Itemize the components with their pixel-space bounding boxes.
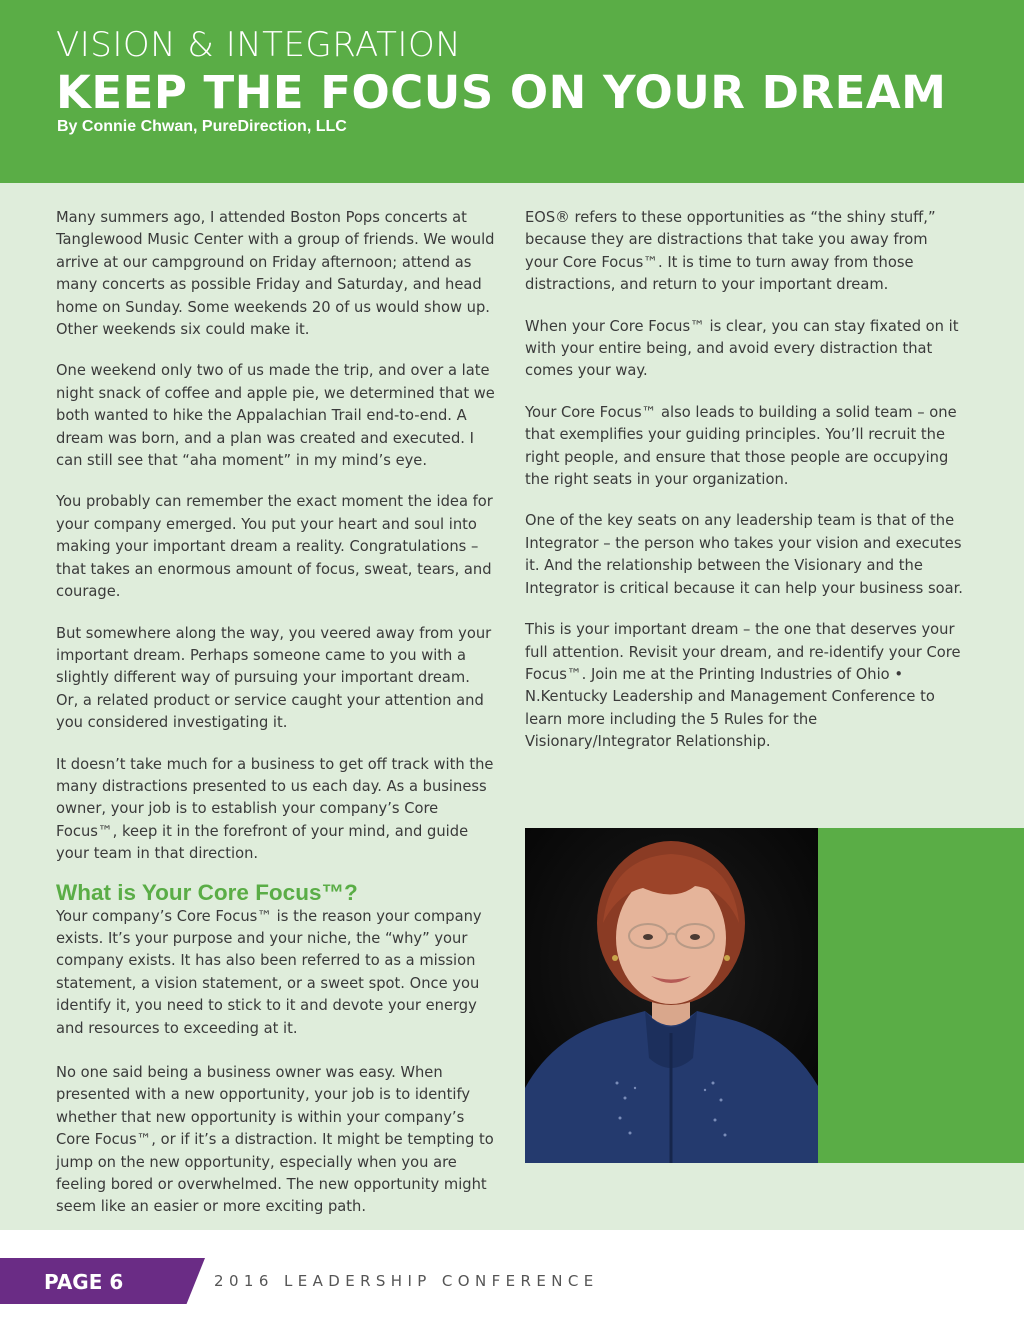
body-paragraph: This is your important dream – the one that deserves your full attention. Revisit your dream, and re-identify your Core Focus™. Join me at the Printing Industries of Ohio • N.Kentucky Leadership and Management Conference to learn more including the 5 Rules for the Visionary/Integrator Relationship. xyxy=(525,621,961,751)
body-paragraph: One weekend only two of us made the trip, and over a late night snack of coffee and apple pie, we determined that we both wanted to hike the Appalachian Trail end-to-end. A dream was born, and a plan was created and executed. I can still see that “aha moment” in my mind’s eye. xyxy=(56,362,495,470)
body-paragraph: Your company’s Core Focus™ is the reason your company exists. It’s your purpose and your niche, the “why” your company exists. It has also been referred to as a mission statement, a vision statement, or a sweet spot. Once you identify it, you need to stick to it and devote your energy and resources to exceeding at it. xyxy=(56,907,482,1037)
body-paragraph: When your Core Focus™ is clear, you can stay fixated on it with your entire being, and avoid every distraction that comes your way. xyxy=(525,317,959,380)
section-kicker: VISION & INTEGRATION xyxy=(56,25,462,65)
right-column xyxy=(525,207,965,773)
footer-title: 2016 LEADERSHIP CONFERENCE xyxy=(214,1272,599,1290)
body-paragraph: No one said being a business owner was easy. When presented with a new opportunity, your job is to identify whether that new opportunity is within your company’s Core Focus™, or if it’s a distraction. It might be tempting to jump on the new opportunity, especially when you are feeling bored or overwhelmed. The new opportunity might seem like an easier or more exciting path. xyxy=(56,1064,494,1216)
body-paragraph: Many summers ago, I attended Boston Pops concerts at Tanglewood Music Center with a group of friends. We would arrive at our campground on Friday afternoon; attend as many concerts as possible Friday and Saturday, and head home on Sunday. Some weekends 20 of us would show up. Other weekends six could make it. xyxy=(56,209,495,339)
section-subheading: What is Your Core Focus™? xyxy=(56,879,358,905)
body-paragraph: Your Core Focus™ also leads to building a solid team – one that exemplifies your guiding principles. You’ll recruit the right people, and ensure that those people are occupying the right seats in your organization. xyxy=(525,403,957,489)
body-paragraph: It doesn’t take much for a business to get off track with the many distractions presented to us each day. As a business owner, your job is to establish your company’s Core Focus™, keep it in the forefront of your mind, and guide your team in that direction. xyxy=(56,755,494,863)
article-body xyxy=(0,183,1024,1230)
page-number: PAGE 6 xyxy=(44,1270,124,1294)
accent-block xyxy=(818,828,1024,1163)
article-byline: By Connie Chwan, PureDirection, LLC xyxy=(57,118,347,135)
author-portrait xyxy=(525,828,818,1163)
article-header xyxy=(0,0,1024,183)
article-headline: KEEP THE FOCUS ON YOUR DREAM xyxy=(56,66,947,119)
body-paragraph: But somewhere along the way, you veered away from your important dream. Perhaps someone came to you with a slightly different way of pursuing your important dream. Or, a related product or service caught your attention and you considered investigating it. xyxy=(56,624,492,732)
left-column xyxy=(56,207,496,1238)
body-paragraph: You probably can remember the exact moment the idea for your company emerged. You put your heart and soul into making your important dream a reality. Congratulations – that takes an enormous amount of focus, sweat, tears, and courage. xyxy=(56,493,493,601)
body-paragraph: One of the key seats on any leadership team is that of the Integrator – the person who takes your vision and executes it. And the relationship between the Visionary and the Integrator is critical because it can help your business soar. xyxy=(525,512,963,597)
body-paragraph: EOS® refers to these opportunities as “the shiny stuff,” because they are distractions that take you away from your Core Focus™. It is time to turn away from those distractions, and return to your important dream. xyxy=(525,209,936,294)
